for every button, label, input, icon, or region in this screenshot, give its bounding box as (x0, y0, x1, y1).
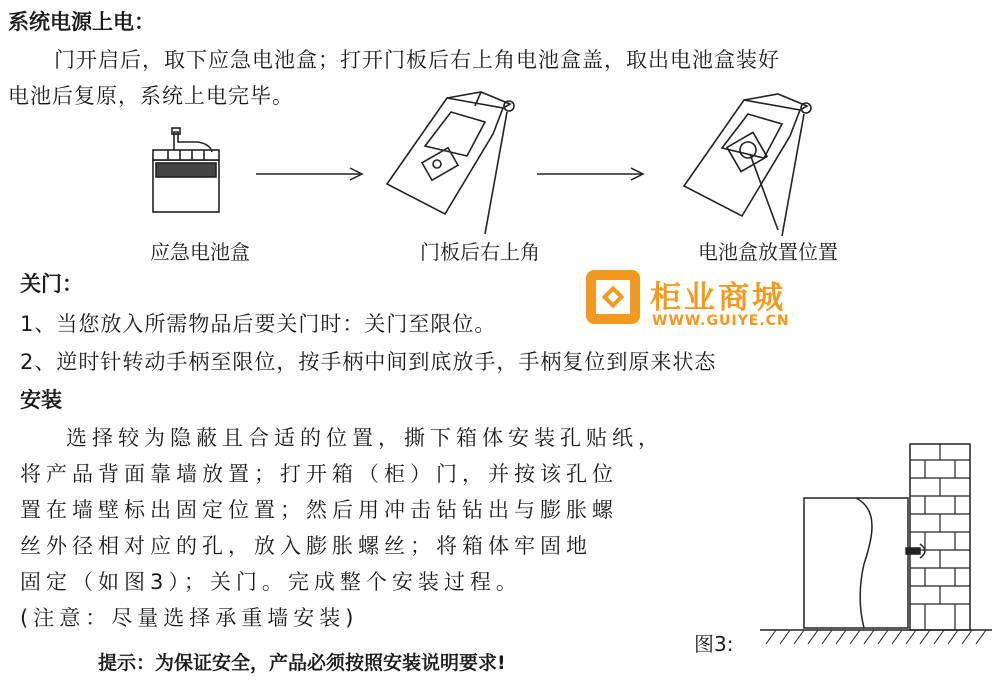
watermark-url: WWW.GUIYE.CN (652, 313, 790, 329)
battery-placement-illustration (682, 88, 822, 238)
power-paragraph-line1: 门开启后，取下应急电池盒；打开门板后右上角电池盒盖，取出电池盒装好 (54, 48, 780, 72)
close-step-1: 1、当您放入所需物品后要关门时：关门至限位。 (20, 312, 497, 336)
install-heading: 安装 (20, 388, 62, 412)
power-paragraph-line2: 电池后复原，系统上电完毕。 (8, 84, 294, 108)
safety-tip: 提示：为保证安全，产品必须按照安装说明要求! (98, 652, 506, 674)
install-line-5: 固定（如图3）；关门。完成整个安装过程。 (20, 570, 522, 594)
battery-box-illustration (140, 120, 240, 220)
logo-icon (584, 268, 642, 326)
caption-battery-box: 应急电池盒 (150, 240, 250, 264)
caption-battery-position: 电池盒放置位置 (698, 240, 838, 264)
power-heading: 系统电源上电： (8, 10, 155, 34)
arrow-icon (537, 166, 647, 182)
wall-mount-illustration (760, 440, 992, 650)
install-line-3: 置在墙壁标出固定位置；然后用冲击钻钻出与膨胀螺 (20, 498, 618, 522)
figure3-label: 图3: (694, 632, 734, 656)
close-heading: 关门： (20, 272, 83, 296)
install-line-2: 将产品背面靠墙放置；打开箱（柜）门，并按该孔位 (20, 462, 618, 486)
watermark-name: 柜业商城 (650, 280, 786, 316)
install-line-1: 选择较为隐蔽且合适的位置，撕下箱体安装孔贴纸， (66, 426, 664, 450)
watermark-logo (584, 266, 824, 336)
install-line-4: 丝外径相对应的孔，放入膨胀螺丝；将箱体牢固地 (20, 534, 592, 558)
caption-door-panel: 门板后右上角 (420, 240, 540, 264)
door-panel-illustration (385, 86, 525, 236)
arrow-icon (256, 166, 366, 182)
close-step-2: 2、逆时针转动手柄至限位，按手柄中间到底放手，手柄复位到原来状态 (20, 350, 717, 374)
install-note: (注意：尽量选择承重墙安装) (20, 606, 359, 630)
